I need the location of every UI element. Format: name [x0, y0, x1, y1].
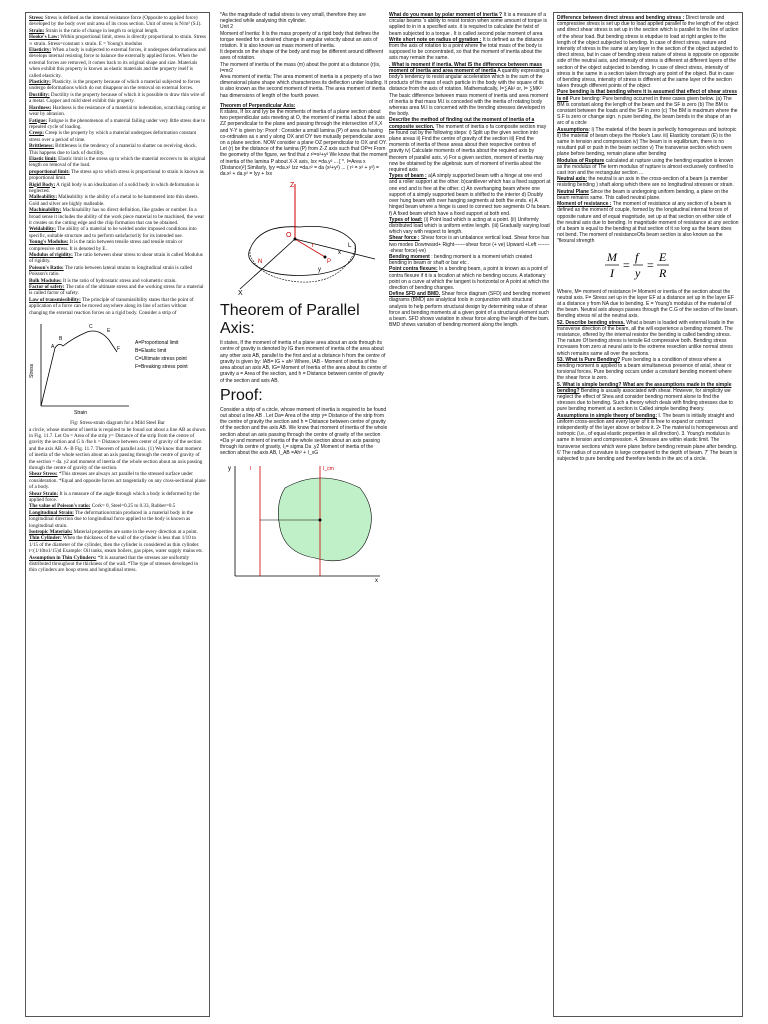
note-text: The moment of inertia o fa composite section may be found out by the following steps: i) Split up the given section into plane areas ii) Find the centre of gravity of the section iii) Find the moments of inertia of these areas about their respective centres of gravity iv) Calculate moments of inertia about the required axis by theorem of parallel axis. v) For a given section, moment of inertia may now be obtained by the algebraic sum of moment of inertia about the required axis [389, 123, 547, 174]
note-text: I. The beam is initially straight and uniform cross-section and every layer of it is free to expand or contract independently of the layer above or below it. 2• The material is homogeneous and isotropic (i.e., of equal elastic properties in all direction). 3. Young's modulus is same in tension and compression. 4. Stresses are within elastic limit. The transverse sections which were plane before bending remain plane after bending. 6' The radius of curvature is large compared to the depth of beam. 7' The beam is subjected to pure bending and therefore bends in the arc of a circle. [557, 412, 738, 462]
note-paragraph [389, 235, 551, 254]
note-text: The ratio between lateral strains to longitudinal strain is called Poisson's ratio. [29, 264, 193, 278]
note-text: Cork= 0, Steel=0.25 to 0.33, Rubber=0.5 [90, 503, 176, 510]
definitions-list-2 [29, 427, 206, 574]
note-heading: Weldability: [29, 226, 56, 233]
r-label: r [312, 243, 314, 250]
proof-text: Consider a strip of a circle, whose moment of inertia is required to be found out about a line AB . Let Da= Area of the strip y= Distance of the strip from the centre of gravity the section and h = Distance between centre of gravity of the section and the axis AB. We know that moment of inertia of the whole section about an axis passing through the centre of gravity of the section =Da y² and moment of inertia of the whole section about an axis passing through its centre of gravity, I₁= sigma Da .y2 Moment of inertia of the section about the axis AB, I_AB =Ah² + I_xG [220, 406, 388, 457]
note-heading: Shear force : [389, 235, 420, 242]
note-paragraph [29, 169, 206, 182]
note-paragraph [29, 284, 206, 297]
note-paragraph [557, 127, 739, 158]
note-paragraph [389, 62, 551, 118]
svg-text:=: = [623, 257, 630, 272]
perp-heading: Theorem of Perpendicular Axis: [220, 102, 296, 109]
note-heading: Point contra flexure: [389, 266, 438, 273]
y-axis-label: Stress [29, 363, 35, 379]
x-axis-label: x [375, 578, 378, 584]
note-paragraph [29, 207, 206, 226]
note-text: The moment of resistance at any section of a beam is defined as the moment of couple, formed by the longitudinal internal forces of opposite nature and of equal magnitude, set up at that section on either side of the neutral axis due to bending. In magnitude moment of resistance at any section of a beam is equal to the bending at that section of it so long as the beam does not bend. The moment of resistanceOfa beam section is also known as the "flexural strength [557, 201, 739, 245]
note-paragraph [29, 15, 206, 28]
note-text: It is defined as the distance from the axis of rotation to a point where the total mass of the body is supposed to be concentrated, so that the moment of inertia about the axis may remain the same. [389, 36, 544, 62]
parallel-axis-text: It states, If the moment of inertia of a plane area about an axis through its centre of gravity is denoted by IG then moment of inertia of the area about any other axis AB, parallel to the first and at a distance h from the centre of gravity is given by: IAB= IG + ah² Where, IAB - Moment of inertia of the area about an axis AB, IG= Moment of Inertia of the area about its centre of gravity a = Area of the section, and h = Distance between centre of gravity of the section and axis AB. [220, 340, 387, 384]
note-text: : bending moment is a moment which created bending in beam or shaft or bar etc . [389, 253, 533, 267]
note-text: Since the beam is undergoing uniform bending, a plane on the beam remains same. This called neutral plane. [557, 188, 729, 201]
note-heading: Strain: [29, 27, 45, 34]
note-heading: What do you mean by polar moment of inertia ? [389, 12, 503, 18]
note-heading: Describe the method of finding out the moment of inertia of a composite section. [389, 117, 535, 130]
note-heading: Assumptions in simple theory of bending: [557, 412, 658, 419]
note-text: A rigid body is an idealization of a solid body in which deformation is neglected. [29, 181, 200, 194]
note-heading: Shear Stress: [29, 471, 58, 478]
note-text: *This stresses are always act parallel to the stressed surface under consideration. *Equal and opposite forces act tangentially on any cross-sectional plane of a body. [29, 471, 206, 491]
note-heading: proportional limit: [29, 168, 70, 175]
note-paragraph [557, 357, 739, 382]
note-heading: Bending moment [389, 253, 430, 260]
note-text: A quantity expressing a body's tendency to resist angular acceleration which is the sum of the products of the mass of each particle in the body with the square of its distance from the axis of rotation. Mathematically, I=∑Ak² or, I= ∑MK² The basic difference between mass moment of inertia and area moment of inertia is that mass M.I is conceded with the inertia of rotating body whereas area M.I is concerned with the trending stresses developed in the body. [389, 67, 550, 118]
note-heading: Malleability: [29, 194, 58, 201]
note-heading: Types of load: [389, 216, 423, 223]
note-paragraph [557, 320, 739, 357]
note-text: In a bending beam, a point is known as a point of contra flexure if it is a location at which no bending occurs. A stationary point on a curve at which the tangent is horizontal or A point at which the direction of bending changes. [389, 266, 550, 291]
note-text: Malleability is the ability of a metal to be hammered into thin sheets. Gold and silver are highly malleable. [29, 194, 199, 207]
note-paragraph: Unit 2 [220, 24, 234, 31]
note-heading: Hardness: [29, 104, 52, 111]
note-heading: Poisson's Ratio: [29, 264, 64, 271]
note-heading: Plasticity: [29, 79, 51, 86]
note-text: Ductility is the property because of which it is possible to draw thin wire of a metal. Copper and mild steel exhibit this property. [29, 91, 205, 105]
note-paragraph [389, 37, 551, 62]
x-label: x [338, 250, 341, 257]
note-heading: Write short note on radius of gyration : [389, 36, 482, 43]
note-paragraph [29, 510, 206, 529]
note-text: calculated at rupture using the bending equation is known as the modulus of The term modulus of rupture is almost exclusively confined to cast iron and the rectangular section ... [557, 157, 734, 177]
note-paragraph [557, 89, 739, 126]
note-heading: Thin Cylinder: [29, 535, 62, 542]
note-paragraph: Area moment of inertia: The area moment of inertia is a property of a two dimensional plane shape which characterizes its deflection under loading. It is also known as the second moment of inertia. The area moment of inertia has dimensions of length of the fourth power. [220, 74, 388, 99]
point-label: F [117, 346, 121, 353]
note-paragraph [389, 291, 551, 328]
note-paragraph [29, 265, 206, 278]
note-paragraph [29, 555, 206, 574]
note-heading: Factor of safety: [29, 284, 65, 291]
column-3 [389, 12, 551, 328]
note-heading: Brittleness: [29, 143, 54, 150]
note-text: What a beam is loaded with external loads in the transverse direction of the beam, all the will experience a bending moment. The resistance, offered by the internal resistor the bending is called bending stress. The nature Of bending stress is tensile Ed compressive both. Bending stress increases from zero at neural axis to the extreme resection unlike normal stress which remains same all over the sections. [557, 319, 734, 357]
note-paragraph [29, 239, 206, 252]
beam-notes [389, 12, 551, 328]
note-heading: Shear Strain: [29, 490, 59, 497]
note-heading: Elasticity: [29, 47, 52, 54]
note-heading: Isotropic Materials: [29, 529, 73, 535]
note-text: The ability of a material to be welded under imposed conditions into specific, suitable structure and to perform satisfactorily for its intended use. [29, 226, 197, 239]
note-heading: Assumption in Thin Cylinders: [29, 554, 97, 561]
note-text: Shear force is an unbalance vertical load. Shear force has two modes Downward+ Right-------shear force (+ ve) Upward +Left --------shear force(-ve) [389, 235, 550, 254]
note-text: Shear force diagram (SFD) and bending moment diagrams (BMD) are analytical tools in conjunction with structural analysis to help perform structural design by determining value of shear force and bending moments at a given point of a structural element such a beam. SFD shows variation in shear force along the length of the bam. BMD shows variation of bending moment along the length. [389, 291, 550, 329]
note-text: The principle of transmissibility states that the point of application of a force can be moved anywhere along its line of action without changing the external reaction forces on a rigid body. Consider a strip of [29, 296, 194, 316]
note-paragraph [557, 176, 739, 188]
note-paragraph [29, 156, 206, 169]
note-text: Brittleness is the tendency of a material to shatter on receiving shock. This happens due to lack of ductility. [29, 143, 197, 156]
note-paragraph [29, 79, 206, 92]
perp-text: It states, If Ixx and Iyy be the moments of inertia of a plane section about two perpendicular axis meeting at O, the moment of inertia I about the axis ZZ perpendicular to the plane and passing through the intersection of X,X and Y-Y is given by: Proof : Consider a small lamina (P) of area da having co-ordinates as x and y along OX and OY two mutually perpendicular axes on a plane section. NOW consider a plane OZ perpendicular to OX and OY. Let (r) be the distance of the lamina (P) from Z-Z axis such that OP=r From the geometry of the figure, we find that z r²=x²+y² We know that the moment of inertia of the lamina P about X-X axis, Ixx =da.y² ... [ *. I=Area x (Distance)²] Similarly, Iyy =da.x² Izz =da.r² = da (x²+y²) ... ( r² = x² + y²) = da.x² + da.y² = Iyy + Ixx [220, 109, 388, 178]
note-text: When the thickness of the wall of the cylinder is less than 1/10 to 1/15 of the diameter of the cylinder, then the cylinder is considered as thin cylinder. t<(1/10to1/15)d Example: Oil tanks, steam boilers, gas pipes, water supply mains etc. [29, 535, 204, 555]
note-text: the neutral is an axis in the cross-section of a beam (a member resisting bending ) shaft along which there are no longitudinal stresses or strain. [557, 176, 734, 189]
note-paragraph [557, 158, 739, 177]
note-paragraph [389, 12, 551, 37]
note-text: It is a measure of the angle through which a body is deformed by the applied force. [29, 490, 200, 503]
note-text: a)A simply supported beam with a hinge at one end and a roller support at the other. b)cantilever which has a fixed support at one end and is free at the other. c) An overhanging beam where one support of a simply supported beam is shifted to the interior d) Doubly over hung beam with over hanging segments at both the ends. e) A hinged beam where a hinge is used to connect two segments O fa beam. f) A fixed beam which have a fixed support at both end. [389, 173, 551, 217]
note-paragraph: It depends on the shape of the body and may be different around different axes of rotation. [220, 49, 383, 62]
axis-label-x: X [238, 290, 243, 298]
note-paragraph [29, 297, 206, 316]
note-paragraph [29, 47, 206, 79]
note-heading: 5. What is simple bending? What are the assumptions made in the simple bending? [557, 381, 732, 394]
column-2 [220, 12, 388, 585]
legend-item: F=Breaking stress point [135, 364, 188, 371]
note-heading: Hooke's Law: [29, 34, 60, 41]
perpendicular-axis-diagram [220, 179, 385, 299]
note-text: Machinability has no direct definition, like grades or number. In a broad sense it includes the ability of the work piece material to be machined, the wear it creates on the cutting edge and the chip formation that can be obtained. [29, 207, 205, 226]
note-paragraph [29, 194, 206, 207]
note-paragraph: Moment of Inertia: It is the mass property of a rigid body that defines the torque needed for a desired change in angular velocity about an axis of rotation. It is also known as mass moment of inertia. [220, 30, 380, 50]
note-heading: Define SFD and BMD. [389, 291, 441, 298]
parallel-axis-diagram [220, 458, 385, 583]
note-text: When a body is subjected to external forces, it undergoes deformations and develops internal resisting force to balance the externally applied forces. When the external forces are removed, it comes back to its original shape and size. Materials when exhibit this property is known as elastic materials and the property itself is called elasticity. [29, 47, 206, 79]
note-text: It is the ratio of hydrostatic stress and volumetric strain. [61, 277, 177, 284]
intro-paragraphs [220, 12, 388, 99]
note-text: Fatigue is the phenomenon of a material failing under very little stress due to repeated cycle of loading. [29, 117, 206, 130]
note-heading: Ductility: [29, 91, 50, 98]
stress-strain-diagram [29, 318, 207, 418]
note-paragraph [557, 15, 739, 89]
note-text: Bending is usually associated with shear. However, for simplicity we neglect the effect of Shea and consider bending moment alone to find the stresses due to bending. Such a theory which deals with finding stresses due to pure bending moment at a section is Called simple bending theory. [557, 387, 733, 413]
note-text: a circle, whose moment of inertia is required to be found out about a line AB as shown in Fig. 11.7. Let Oa = Area of the strip y= Distance of the strip from the centre of gravity the section and G h /fse h = Distance between center of gravity of the section and the axis AB. A- B Fig. 11.7. Theorem of parallel axis. (1) We know that moment of inertia of the whole section about an axis passing through the centre of gravity of the section = da. y2 and moment of inertia of the whole section about an axis passing through the centre of gravity of the section. [29, 426, 206, 471]
bending-equation [557, 247, 737, 287]
origin-label: O [286, 232, 292, 240]
note-heading: 53. What is Pure Bending? [557, 356, 621, 363]
note-paragraph [29, 182, 206, 195]
note-paragraph [29, 105, 206, 118]
svg-text:I: I [610, 265, 614, 280]
note-text: Pure bending is a condition of stress where a bending moment is applied to a beam simultaneous presence of axial, shear or torsional forces. Pure bending occurs under a constant bending moment where the shear force is zero. [557, 356, 732, 382]
l-label: L [348, 243, 352, 250]
note-heading: Assumptions [557, 126, 589, 133]
note-text: Elastic limit is the stress up to which the material recovers to its original length on removal of the load. [29, 155, 206, 169]
legend-item: C=Ultimate stress point [135, 356, 187, 363]
note-heading: Young's Modulus: [29, 239, 69, 246]
legend-item: A=Proportional limit [135, 340, 179, 347]
note-text: Where, M= moment of resistance I= Moment or inertia of the section about the neutral axis. F= Stress set up in the layer EF at a distance set up in the layer EF at a distance y from NA due to bending. E = Young's modulus of the material of the beam. Neutral axis always passes through the C.G of the section of the beam. Bending stress nil at the neutral axis. [557, 288, 739, 320]
svg-text:R: R [659, 265, 667, 280]
note-text: (i) Point load which is acting at a point. (ii) Uniformly distributed load which is uniform entire length. (iii) Gradually varying load which vary with respect to length. [389, 216, 550, 236]
svg-text:f: f [635, 249, 639, 264]
y-label: y [318, 267, 321, 274]
y-axis-label: y [228, 466, 231, 473]
svg-text:E: E [659, 249, 667, 264]
note-paragraph [389, 266, 551, 291]
icm-label: I_cm [323, 466, 334, 473]
note-heading: The value of Poisson's ratio: [29, 503, 91, 510]
note-text: *It is assumed that the stresses are uniformly distributed throughout the thickness of the wall. *The type of stresses developed in thin cylinders are hoop stress and longitudinal stress. [29, 554, 199, 574]
note-heading: Creep: [29, 130, 44, 137]
x-axis-label: Strain [74, 410, 88, 417]
note-heading: Types of beam : [389, 173, 427, 180]
note-heading: Modulus of rigidity: [29, 252, 73, 259]
note-paragraph [557, 201, 739, 244]
note-heading: Neutral Plane [557, 188, 589, 195]
note-heading: Fatigue: [29, 117, 48, 124]
note-heading: Elastic limit: [29, 155, 57, 162]
svg-text:=: = [647, 257, 654, 272]
axis-label-z: Z [290, 182, 295, 190]
proof-title: Proof: [220, 386, 263, 404]
note-text: The stress up to which stress is proportional to strain is known as proportional limit. [29, 168, 204, 182]
note-paragraph [557, 382, 739, 413]
note-heading: Rigid Body: [29, 181, 56, 188]
note-heading: Bulk Modulus: [29, 277, 62, 284]
parallel-axis-title: Theorem of Parallel Axis: [220, 302, 360, 338]
note-paragraph [389, 117, 551, 173]
column-4 [553, 12, 743, 1017]
note-paragraph [29, 252, 206, 265]
bending-notes-2 [557, 289, 739, 463]
point-label: A [51, 344, 55, 351]
note-paragraph [557, 189, 739, 201]
column-1 [25, 12, 210, 1017]
note-text: The deformation/strain produced in a material body in the longitudinal direction due to longitudinal force applied to the body is known as longitudinal strain. [29, 509, 194, 529]
note-heading: Moment of resistance : [557, 201, 612, 208]
note-text: Stress is defined as the internal resistance force (Opposite to applied force) developed by the body over unit area of its cross section. Unit of stress is N/m² (S.I). [29, 15, 202, 28]
note-paragraph: *As the magnitude of radial stress is very small, therefore they are neglected while analysing thin cylinder. [220, 12, 366, 25]
note-paragraph [29, 535, 206, 554]
figure-caption: Fig: Stress-strain diagram for a Mild Steel Bar [70, 420, 165, 427]
note-paragraph [29, 491, 206, 504]
note-paragraph [557, 289, 739, 320]
note-paragraph [29, 226, 206, 239]
svg-text:y: y [635, 265, 641, 280]
note-paragraph [29, 92, 206, 105]
legend-item: B=Elastic limit [135, 348, 167, 355]
note-paragraph [29, 143, 206, 156]
point-label: E [107, 328, 111, 335]
note-text: It is a measure of a circular beams 's ability to resist torsion when some amount of torque is applied to in in a specified axis .it is required to calculate the twist of beam subjected to a torque . It is called second polar moment of area [389, 12, 547, 37]
note-paragraph [389, 173, 551, 216]
note-paragraph [389, 254, 551, 266]
n-label: N [258, 259, 263, 266]
point-label: B [59, 336, 63, 343]
note-paragraph [389, 217, 551, 236]
note-heading: Pure bending is that bending where it is assumed that effect of shear stress is nil [557, 89, 738, 102]
note-paragraph [29, 471, 206, 490]
note-paragraph [557, 413, 739, 463]
note-heading: Longitudinal Strain: [29, 509, 74, 516]
note-heading: Machinability: [29, 207, 62, 214]
note-paragraph [29, 130, 206, 143]
p-label: P [327, 259, 332, 266]
note-text: It is the ratio between tensile stress and tensile strain or compressive stress. It is denoted by E. [29, 239, 183, 252]
note-heading: Law of transmissibility: [29, 296, 81, 303]
note-heading: Neutral axis: [557, 176, 588, 183]
note-text: Within proportional limit, stress is directly proportional to strain. Stress ∝ strain. Stress=constant x strain. E = Young's modulus [29, 34, 206, 47]
note-text: Creep is the property by which a material undergoes deformation constant stress over a period of time. [29, 130, 197, 143]
note-paragraph: The moment of inertia of the mass (m) about the point at a distance (r)is, I=mr2 [220, 61, 381, 74]
note-text: Strain is the ratio of change in length to original length. [44, 27, 159, 34]
note-heading: 52. Describe bending stress. [557, 319, 625, 326]
note-text: Hardness is the resistance of a material to indentation, scratching cutting or wear by abrasion. [29, 104, 206, 118]
point-label: C [89, 324, 93, 331]
i-label: I [250, 466, 252, 473]
note-heading: Modulus of Rupture [557, 157, 605, 164]
note-text: : i) The material of the beam is perfectly homogenous and isotropic ii) the material of beam obeys the Hooke's Law. iii) Elasticity constant (E) is the same in tension and compression iv) The beam is in equilibrium, there is no resultant pull or push in the beam section v) The transverse section which were plane before bending, remain plane after bending [557, 126, 737, 158]
note-heading: Difference between direct stress and bending stress : [557, 15, 685, 21]
note-heading: Stress: [29, 15, 44, 21]
note-heading: . What is moment if inertia. What IS the difference between mass moment of inertia and area moment of inertia [389, 61, 543, 74]
note-paragraph [29, 34, 206, 47]
note-text: The ratio of the ultimate stress and the working stress for a material is called factor of safety. [29, 284, 204, 297]
note-text: Pure bending: Pure bending occurred in three cases given below. (a) The BM is constant along the length of the beam and the SF is zero (b) The BM is constant between the loads and the SF in zero (c) The BM is maximum where the S.F is zero or change sign. n pure bending, the beam bends in the shape of an arc of a circle [557, 95, 738, 127]
note-text: Direct tensile and compressive stress is set up due to load applied parallel to the length of the object and direct shear stress is set up in the section which is parallel to the line of action of the shear load. But bending stress is etupdue to load at right angles to the length of the object subjected to bending. In case of direct stress, nature and intensity of stress is the same at any layer in the section of the object subjected to direct stress, but in case of bending stress nature of stress is opposite on opposite side of the neutral axis, and intensity of stress is different at different layers of the section of the object subjected to bending. In case of direct stress, intensity of stress is the same in a section taken through any point of the object. But in case of bending stress, intensity of stress is different at the same layer of the section taken through different points of the object [557, 15, 739, 90]
note-text: The ratio between shear stress to shear strain is called Modulus of rigidity. [29, 252, 203, 265]
note-text: Plasticity. is the property because of which a material subjected to forces undergo deformations which do not disappear on the removal on external forces. [29, 79, 201, 92]
definitions-list [29, 15, 206, 316]
note-paragraph [29, 427, 206, 472]
note-text: Material properties are same in the every direction at a point. [72, 529, 198, 535]
bending-notes [557, 15, 739, 245]
svg-text:M: M [607, 249, 617, 264]
note-paragraph [29, 118, 206, 131]
